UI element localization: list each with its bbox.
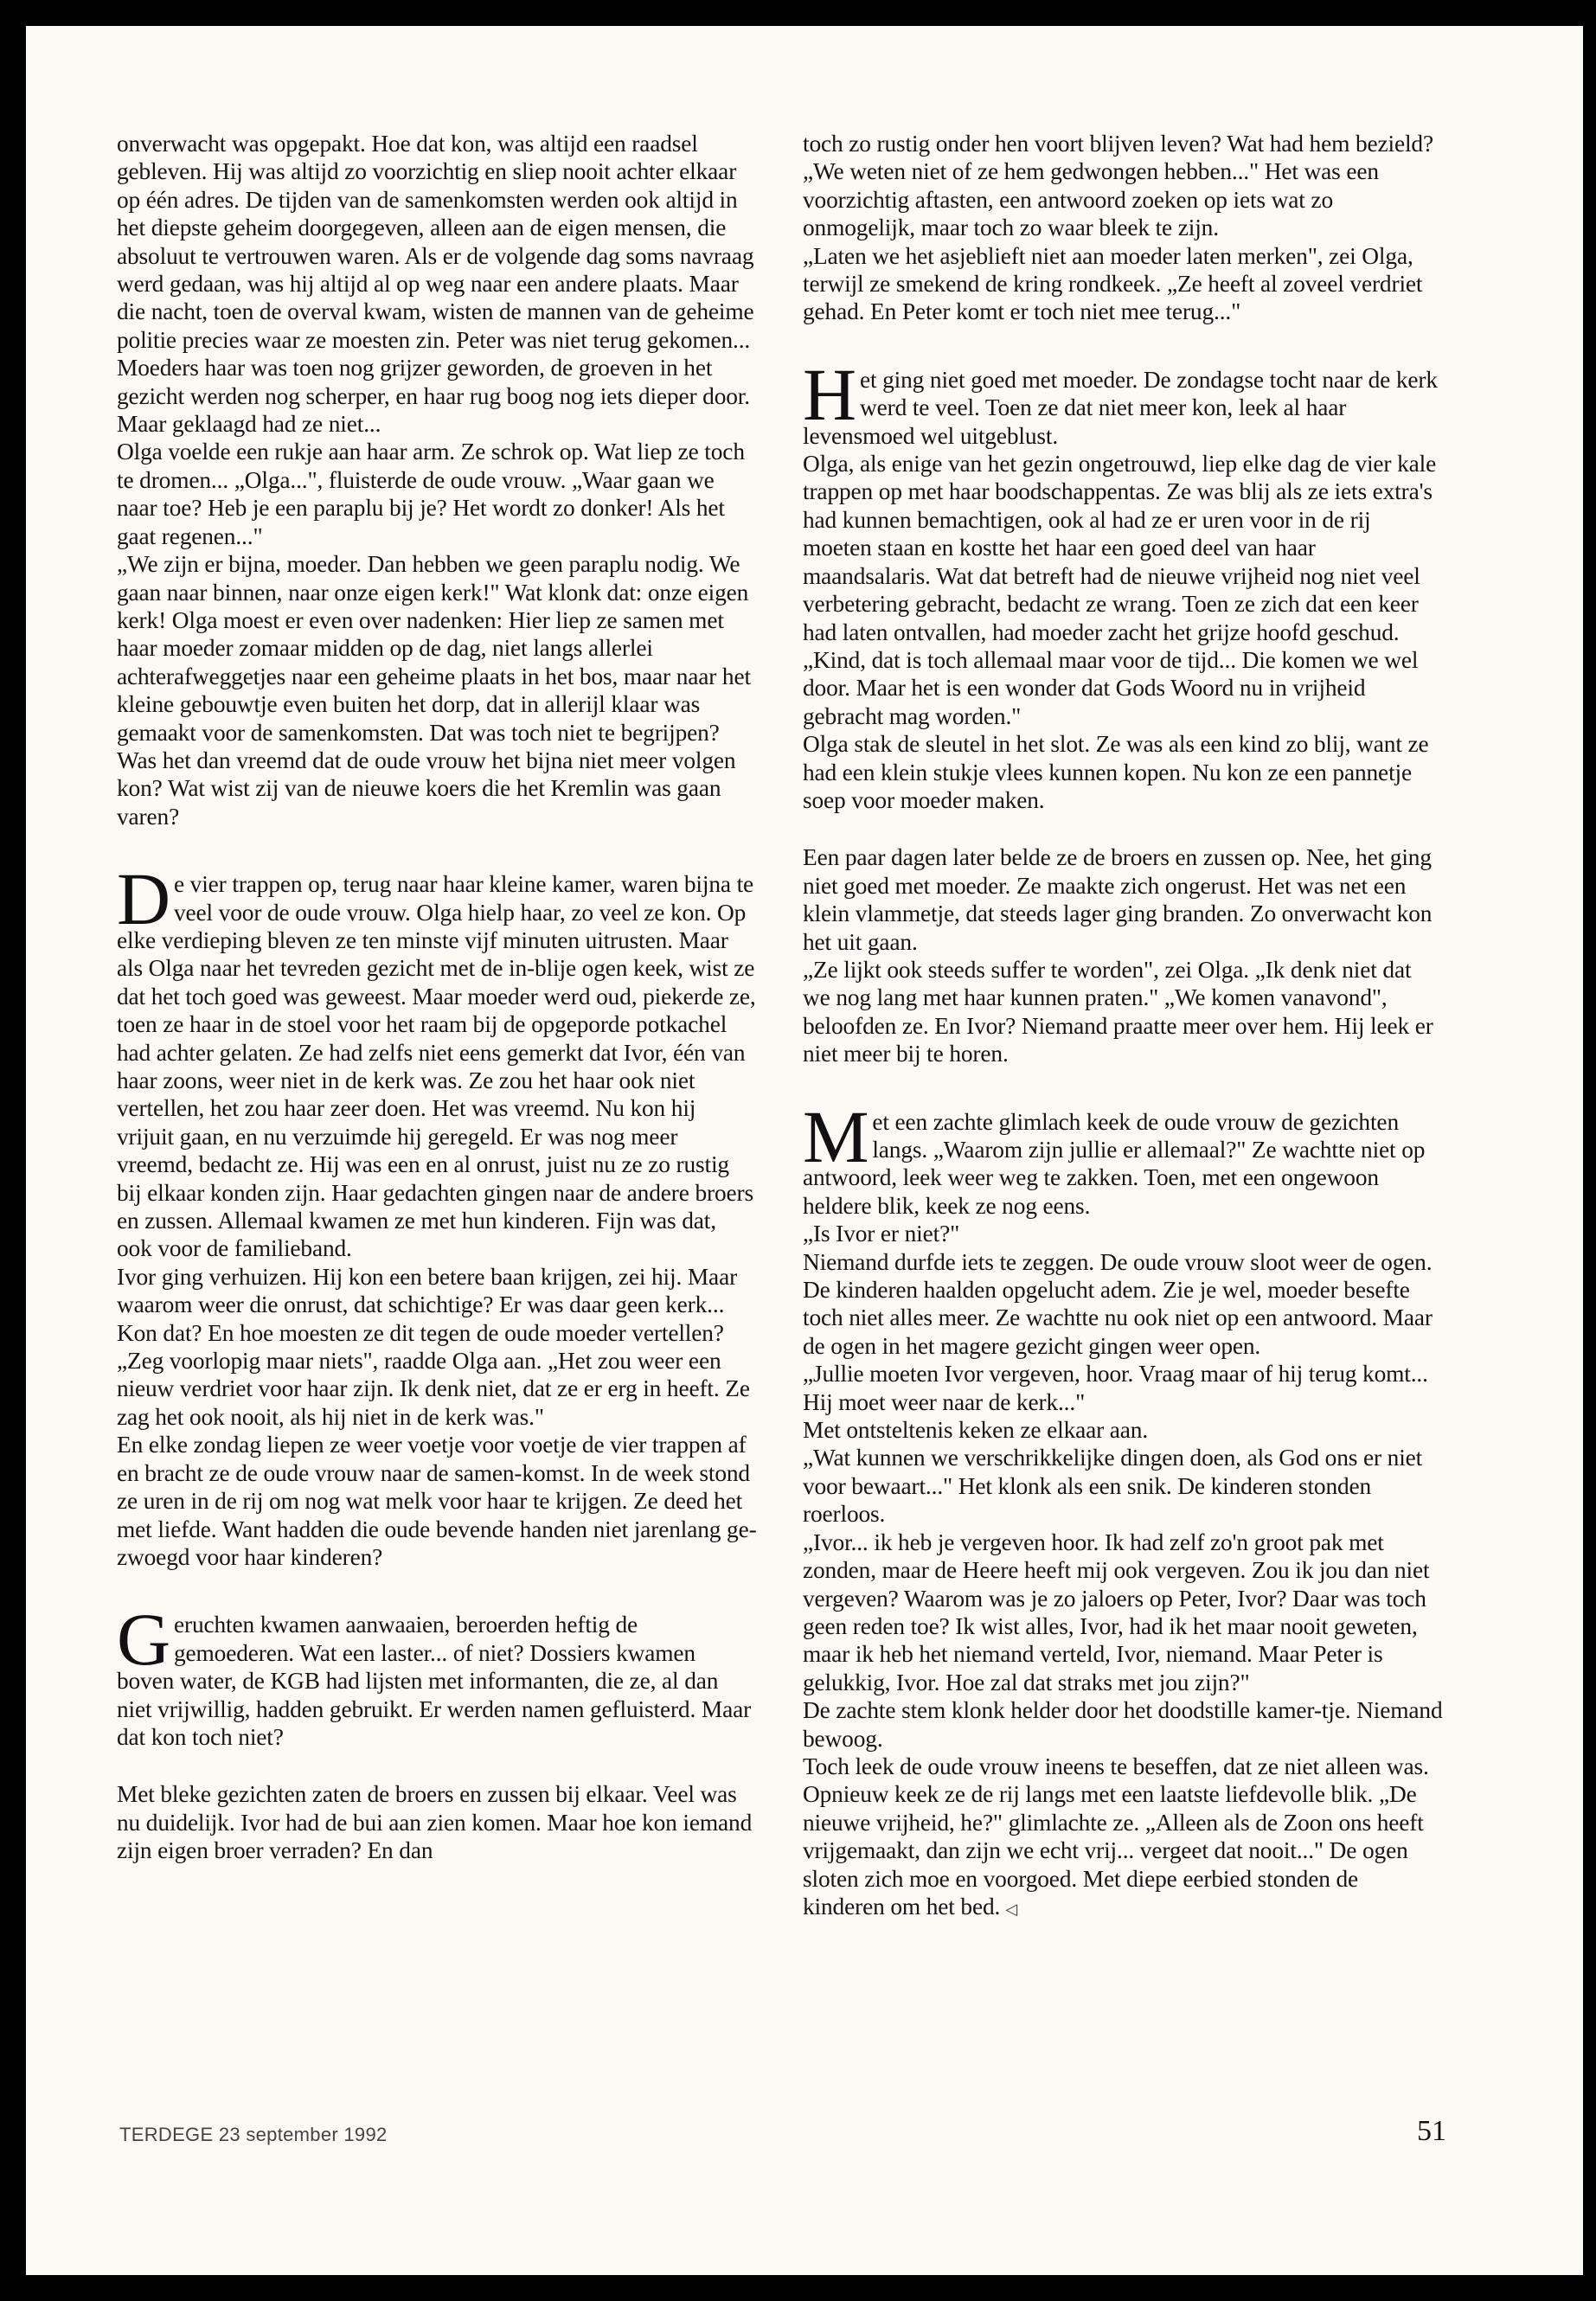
paragraph: „Jullie moeten Ivor vergeven, hoor. Vraag maar of hij terug komt... Hij moet weer naar de kerk..." bbox=[803, 1361, 1428, 1415]
paragraph: Ivor ging verhuizen. Hij kon een betere baan krijgen, zei hij. Maar waarom weer die onrust, dat schichtige? Er was daar geen kerk... Kon dat? En hoe moesten ze dit tegen de oude moeder vertellen? bbox=[117, 1263, 738, 1346]
paragraph: „We zijn er bijna, moeder. Dan hebben we geen paraplu nodig. We gaan naar binnen, naar onze eigen kerk!" Wat klonk dat: onze eigen kerk! Olga moest er even over nadenken: Hier liep ze samen met haar moeder zomaar midden op de dag, niet langs allerlei achterafweggetjes naar een geheime plaats in het bos, maar naar het kleine gebouwtje even buiten het dorp, dat in allerijl klaar was gemaakt voor de samenkomsten. Dat was toch niet te begrijpen? Was het dan vreemd dat de oude vrouw het bijna niet meer volgen kon? Wat wist zij van de nieuwe koers die het Kremlin was gaan varen? bbox=[117, 551, 751, 830]
section-paragraph bbox=[803, 352, 1443, 450]
paragraph: toch zo rustig onder hen voort blijven leven? Wat had hem bezield? bbox=[803, 131, 1433, 157]
publication-footer: TERDEGE 23 september 1992 bbox=[119, 2124, 388, 2145]
paragraph: Olga stak de sleutel in het slot. Ze was als een kind zo blij, want ze had een klein stukje vlees kunnen kopen. Nu kon ze een pannetje soep voor moeder maken. bbox=[803, 731, 1429, 813]
section-paragraph bbox=[803, 1094, 1443, 1221]
paragraph: Olga, als enige van het gezin ongetrouwd, liep elke dag de vier kale trappen op met haar boodschappentas. Ze was blij als ze iets extra's had kunnen bemachtigen, ook al had ze er uren voor in de rij moeten staan en kostte het haar een goed deel van haar maandsalaris. Wat dat betreft had de nieuwe vrijheid nog niet veel verbetering gebracht, bedacht ze wrang. Toen ze zich dat een keer had laten ontvallen, had moeder zacht het grijze hoofd geschud. bbox=[803, 451, 1437, 645]
drop-cap: G bbox=[117, 1598, 170, 1682]
paragraph-text: e vier trappen op, terug naar haar kleine kamer, waren bijna te veel voor de oude vrouw. Olga hielp haar, zo veel ze kon. Op elke verdieping bleven ze ten minste vijf minuten uitrusten. Maar als Olga naar het tevreden gezicht met de in-blije ogen keek, wist ze dat het toch goed was geweest. Maar moeder werd oud, piekerde ze, toen ze haar in de stoel voor het raam bij de opgeporde potkachel had achter gelaten. Ze had zelfs niet eens gemerkt dat Ivor, één van haar zoons, weer niet in de kerk was. Ze zou het haar ook niet vertellen, het zou haar zeer doen. Het was vreemd. Nu kon hij vrijuit gaan, en nu verzuimde hij geregeld. Er was nog meer vreemd, bedacht ze. Hij was een en al onrust, juist nu ze zo rustig bij elkaar konden zijn. Haar gedachten gingen naar de andere broers en zussen. Allemaal kwamen ze met hun kinderen. Fijn was dat, ook voor de familieband. bbox=[117, 871, 756, 1262]
paragraph: „Laten we het asjeblieft niet aan moeder laten merken", zei Olga, terwijl ze smekend de kring rondkeek. „Ze heeft al zoveel verdriet gehad. En Peter komt er toch niet mee terug..." bbox=[803, 242, 1423, 325]
paragraph: Moeders haar was toen nog grijzer geworden, de groeven in het gezicht werden nog scherper, en haar rug boog nog iets dieper door. Maar geklaagd had ze niet... bbox=[117, 355, 750, 438]
paragraph: „Ze lijkt ook steeds suffer te worden", zei Olga. „Ik denk niet dat we nog lang met haar kunnen praten." „We komen vanavond", beloofden ze. En Ivor? Niemand praatte meer over hem. Hij leek er niet meer bij te horen. bbox=[803, 956, 1433, 1067]
paragraph: „Zeg voorlopig maar niets", raadde Olga aan. „Het zou weer een nieuw verdriet voor haar zijn. Ik denk niet, dat ze er erg in heeft. Ze zag het ook nooit, als hij niet in de kerk was." bbox=[117, 1348, 750, 1430]
paragraph-text: eruchten kwamen aanwaaien, beroerden heftig de gemoederen. Wat een laster... of niet? Dossiers kwamen boven water, de KGB had lijsten met informanten, die ze, al dan niet vrijwillig, hadden gebruikt. Er werden namen gefluisterd. Maar dat kon toch niet? bbox=[117, 1612, 752, 1750]
paragraph: „We weten niet of ze hem gedwongen hebben..." Het was een voorzichtig aftasten, een antwoord zoeken op iets wat zo onmogelijk, maar toch zo waar bleek te zijn. bbox=[803, 158, 1379, 241]
paragraph-text: et een zachte glimlach keek de oude vrouw de gezichten langs. „Waarom zijn jullie er allemaal?" Ze wachtte niet op antwoord, leek weer weg te zakken. Toen, met een ongewoon heldere blik, keek ze nog eens. bbox=[803, 1108, 1426, 1219]
drop-cap: H bbox=[803, 352, 856, 436]
left-column bbox=[117, 130, 757, 1865]
drop-cap: M bbox=[803, 1094, 869, 1178]
paragraph: Met ontsteltenis keken ze elkaar aan. bbox=[803, 1417, 1149, 1444]
drop-cap: D bbox=[117, 857, 170, 941]
paragraph: „Wat kunnen we verschrikkelijke dingen doen, als God ons er niet voor bewaart..." Het klonk als een snik. De kinderen stonden roerloos. bbox=[803, 1445, 1423, 1528]
paragraph: onverwacht was opgepakt. Hoe dat kon, was altijd een raadsel gebleven. Hij was altijd zo voorzichtig en sliep nooit achter elkaar op één adres. De tijden van de samenkomsten werden ook altijd in het diepste geheim doorgegeven, alleen aan de eigen mensen, die absoluut te vertrouwen waren. Als er de volgende dag soms navraag werd gedaan, was hij altijd al op weg naar een andere plaats. Maar die nacht, toen de overval kwam, wisten de mannen van de geheime politie precies waar ze moesten zin. Peter was niet terug gekomen... bbox=[117, 131, 754, 353]
paragraph: „Ivor... ik heb je vergeven hoor. Ik had zelf zo'n groot pak met zonden, maar de Heere heeft mij ook vergeven. Zou ik jou dan niet vergeven? Waarom was je zo jaloers op Peter, Ivor? Daar was toch geen reden toe? Ik wist alles, Ivor, had ik het maar nooit geweten, maar ik heb het niemand verteld, Ivor, niemand. Maar Peter is gelukkig, Ivor. Hoe zal dat straks met jou zijn?" bbox=[803, 1529, 1430, 1695]
paragraph: „Is Ivor er niet?" bbox=[803, 1221, 960, 1247]
right-column bbox=[803, 130, 1443, 1923]
paragraph: De zachte stem klonk helder door het doodstille kamer-tje. Niemand bewoog. bbox=[803, 1697, 1443, 1752]
paragraph bbox=[803, 1753, 1443, 1923]
magazine-page bbox=[26, 26, 1583, 2275]
paragraph: Met bleke gezichten zaten de broers en zussen bij elkaar. Veel was nu duidelijk. Ivor had de bui aan zien komen. Maar hoe kon iemand zijn eigen broer verraden? En dan bbox=[117, 1781, 753, 1864]
section-paragraph bbox=[117, 857, 757, 1263]
paragraph: Olga voelde een rukje aan haar arm. Ze schrok op. Wat liep ze toch te dromen... „Olga...", fluisterde de oude vrouw. „Waar gaan we naar toe? Heb je een paraplu bij je? Het wordt zo donker! Als het gaat regenen..." bbox=[117, 439, 745, 549]
page-number: 51 bbox=[1417, 2115, 1446, 2147]
paragraph: Een paar dagen later belde ze de broers en zussen op. Nee, het ging niet goed met moeder. Ze maakte zich ongerust. Het was net een klein vlammetje, dat steeds lager ging branden. Zo onverwacht kon het uit gaan. bbox=[803, 844, 1433, 955]
paragraph: En elke zondag liepen ze weer voetje voor voetje de vier trappen af en bracht ze de oude vrouw naar de samen-komst. In de week stond ze uren in de rij om nog wat melk voor haar te krijgen. Ze deed het met liefde. Want hadden die oude bevende handen niet jarenlang ge-zwoegd voor haar kinderen? bbox=[117, 1432, 757, 1570]
section-paragraph bbox=[117, 1598, 757, 1751]
paragraph-text: Toch leek de oude vrouw ineens te beseffen, dat ze niet alleen was. Opnieuw keek ze de rij langs met een laatste liefdevolle blik. „De nieuwe vrijheid, he?" glimlachte ze. „Alleen als de Zoon ons heeft vrijgemaakt, dan zijn we echt vrij... vergeet dat nooit..." De ogen sloten zich moe en voorgoed. Met diepe eerbied stonden de kinderen om het bed. bbox=[803, 1753, 1429, 1920]
paragraph-text: et ging niet goed met moeder. De zondagse tocht naar de kerk werd te veel. Toen ze dat niet meer kon, leek al haar levensmoed wel uitgeblust. bbox=[803, 366, 1438, 449]
paragraph: „Kind, dat is toch allemaal maar voor de tijd... Die komen we wel door. Maar het is een wonder dat Gods Woord nu in vrijheid gebracht mag worden." bbox=[803, 646, 1419, 729]
paragraph: Niemand durfde iets te zeggen. De oude vrouw sloot weer de ogen. De kinderen haalden opgelucht adem. Zie je wel, moeder besefte toch niet alles meer. Ze wachtte nu ook niet op een antwoord. Maar de ogen in het magere gezicht gingen weer open. bbox=[803, 1248, 1433, 1359]
end-of-article-mark: ◁ bbox=[1005, 1900, 1017, 1918]
